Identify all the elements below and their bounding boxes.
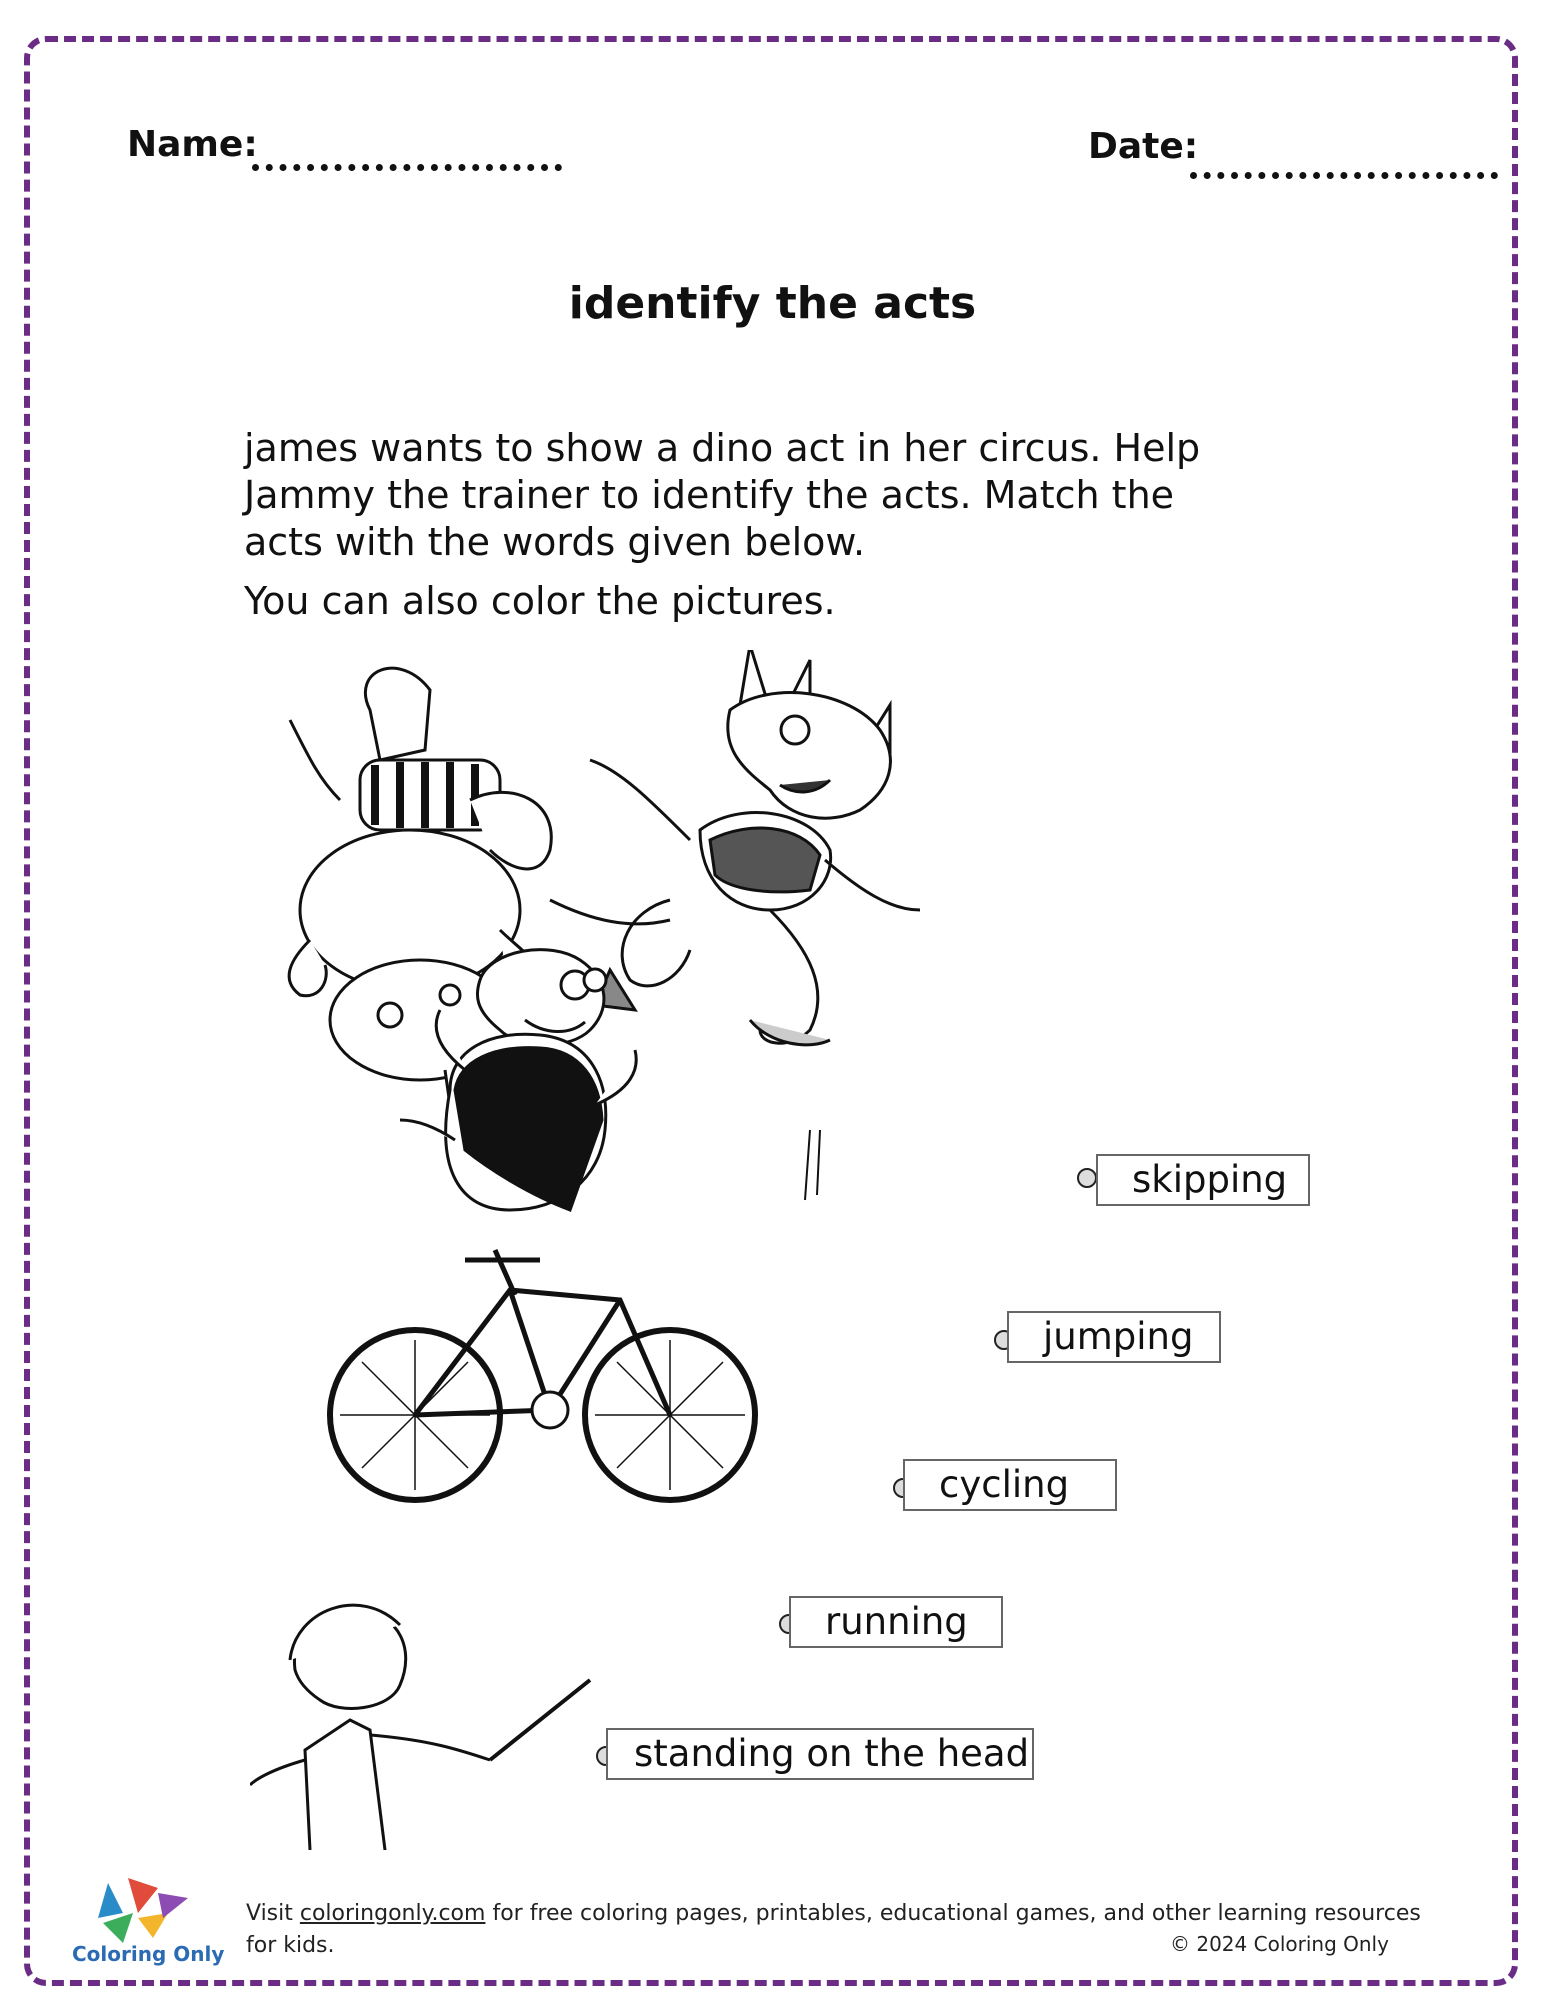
color-instruction: You can also color the pictures.	[244, 579, 836, 623]
date-line[interactable]	[1190, 172, 1498, 179]
circus-illustration	[250, 650, 1110, 1850]
instruction-text: james wants to show a dino act in her circus. Help Jammy the trainer to identify the acts. Match the acts with the words given below.	[244, 426, 1201, 564]
word-running[interactable]: running	[789, 1596, 1003, 1648]
skipping-match-dot[interactable]	[1077, 1168, 1097, 1188]
word-skipping[interactable]: skipping	[1096, 1154, 1310, 1206]
name-line[interactable]	[252, 164, 562, 171]
copyright: © 2024 Coloring Only	[1170, 1932, 1389, 1956]
date-label: Date:	[1088, 126, 1199, 167]
word-standing-on-head[interactable]: standing on the head	[606, 1728, 1034, 1780]
logo-text: Coloring Only	[72, 1942, 225, 1966]
worksheet-title: identify the acts	[568, 278, 977, 329]
footer-suffix: for free coloring pages, printables, educational games, and other learning resources for kids.	[246, 1901, 1421, 1958]
instructions	[244, 425, 1264, 625]
footer-prefix: Visit	[246, 1901, 300, 1926]
word-jumping[interactable]: jumping	[1007, 1311, 1221, 1363]
name-label: Name:	[127, 124, 258, 165]
word-cycling[interactable]: cycling	[903, 1459, 1117, 1511]
coloringonly-link[interactable]: coloringonly.com	[299, 1901, 486, 1926]
trainer-boy	[250, 1605, 590, 1850]
